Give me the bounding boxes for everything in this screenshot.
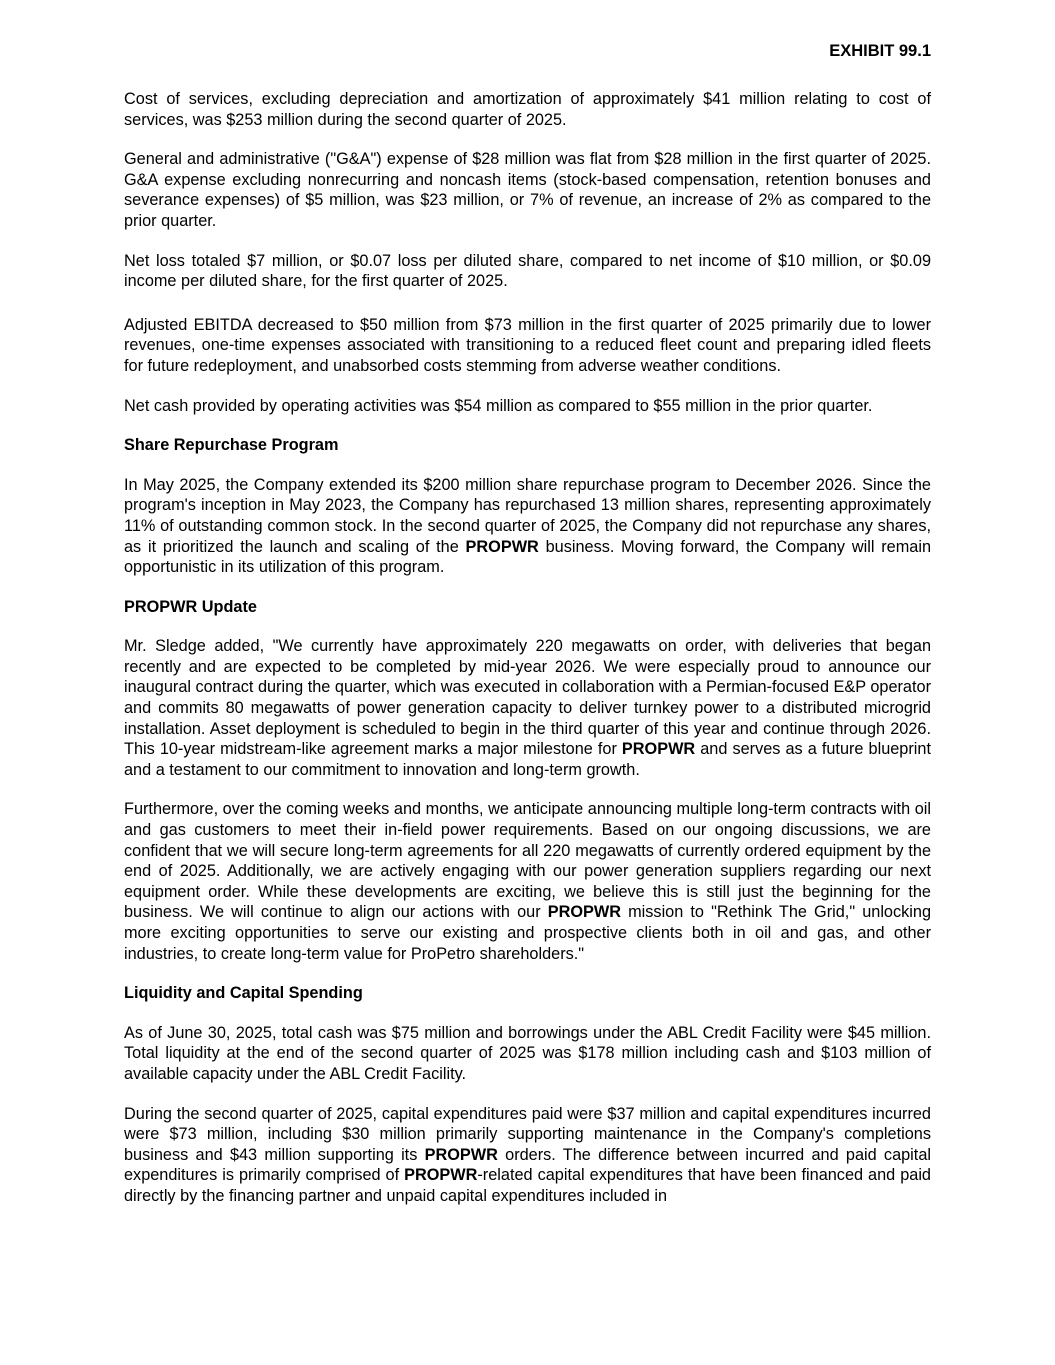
heading-propwr-update: PROPWR Update: [124, 597, 257, 616]
propwr-brand: PROPWR: [424, 1145, 498, 1164]
paragraph-ga-expense: General and administrative ("G&A") expense of $28 million was flat from $28 million in the first quarter of 2025. G&A expense excluding nonrecurring and noncash items (stock-based compensation, retention bonuses and severance expenses) of $5 million, was $23 million, or 7% of revenue, an increase of 2% as compared to the prior quarter.: [124, 150, 931, 230]
paragraph-propwr-quote-1: [124, 636, 931, 780]
text-segment: mission to "Rethink The Grid," unlocking more exciting opportunities to serve our existing and prospective clients both in oil and gas, and other industries, to create long-term value for ProPetro shareholders.": [124, 903, 931, 963]
document-body: [124, 89, 931, 1207]
text-segment: and serves as a future blueprint and a testament to our commitment to innovation and long-term growth.: [124, 740, 931, 779]
text-segment: Furthermore, over the coming weeks and months, we anticipate announcing multiple long-term contracts with oil and gas customers to meet their in-field power requirements. Based on our ongoing discussions, we are confident that we will secure long-term agreements for all 220 megawatts of currently ordered equipment by the end of 2025. Additionally, we are actively engaging with our power generation suppliers regarding our next equipment order. While these developments are exciting, we believe this is still just the beginning for the business. We will continue to align our actions with our: [124, 800, 931, 922]
propwr-brand: PROPWR: [404, 1166, 478, 1185]
text-segment: -related capital expenditures that have been financed and paid directly by the financing partner and unpaid capital expenditures included in: [124, 1166, 931, 1205]
paragraph-propwr-quote-2: [124, 799, 931, 964]
heading-liquidity: Liquidity and Capital Spending: [124, 984, 363, 1003]
paragraph-liquidity: As of June 30, 2025, total cash was $75 million and borrowings under the ABL Credit Facility were $45 million. Total liquidity at the end of the second quarter of 2025 was $178 million including cash and $103 million of available capacity under the ABL Credit Facility.: [124, 1023, 931, 1083]
paragraph-adjusted-ebitda: Adjusted EBITDA decreased to $50 million from $73 million in the first quarter of 2025 primarily due to lower revenues, one-time expenses associated with transitioning to a reduced fleet count and preparing idled fleets for future redeployment, and unabsorbed costs stemming from adverse weather conditions.: [124, 315, 931, 375]
text-segment: orders. The difference between incurred and paid capital expenditures is primarily comprised of: [124, 1145, 931, 1185]
paragraph-capital-spending: [124, 1104, 931, 1207]
propwr-brand: PROPWR: [465, 537, 539, 556]
exhibit-label: EXHIBIT 99.1: [829, 42, 931, 60]
paragraph-net-cash: Net cash provided by operating activities was $54 million as compared to $55 million in the prior quarter.: [124, 396, 873, 415]
text-segment: During the second quarter of 2025, capital expenditures paid were $37 million and capital expenditures incurred were $73 million, including $30 million primarily supporting maintenance in the Company's completions business and $43 million supporting its: [124, 1104, 931, 1164]
paragraph-cost-of-services: Cost of services, excluding depreciation and amortization of approximately $41 million relating to cost of services, was $253 million during the second quarter of 2025.: [124, 90, 931, 129]
paragraph-net-loss: Net loss totaled $7 million, or $0.07 loss per diluted share, compared to net income of $10 million, or $0.09 income per diluted share, for the first quarter of 2025.: [124, 251, 931, 291]
text-segment: In May 2025, the Company extended its $200 million share repurchase program to December 2026. Since the program's inception in May 2023, the Company has repurchased 13 million shares, representing approximately 11% of outstanding common stock. In the second quarter of 2025, the Company did not repurchase any shares, as it prioritized the launch and scaling of the: [124, 475, 931, 556]
text-segment: Mr. Sledge added, "We currently have approximately 220 megawatts on order, with deliveries that began recently and are expected to be completed by mid-year 2026. We were especially proud to announce our inaugural contract during the quarter, which was executed in collaboration with a Permian-focused E&P operator and commits 80 megawatts of power generation capacity to deliver turnkey power to a distributed microgrid installation. Asset deployment is scheduled to begin in the third quarter of this year and continue through 2026. This 10-year midstream-like agreement marks a major milestone for: [124, 637, 931, 759]
paragraph-share-repurchase: [124, 475, 931, 578]
text-segment: business. Moving forward, the Company will remain opportunistic in its utilization of this program.: [124, 537, 931, 577]
heading-share-repurchase: Share Repurchase Program: [124, 436, 339, 455]
propwr-brand: PROPWR: [621, 740, 696, 759]
propwr-brand: PROPWR: [547, 903, 621, 922]
